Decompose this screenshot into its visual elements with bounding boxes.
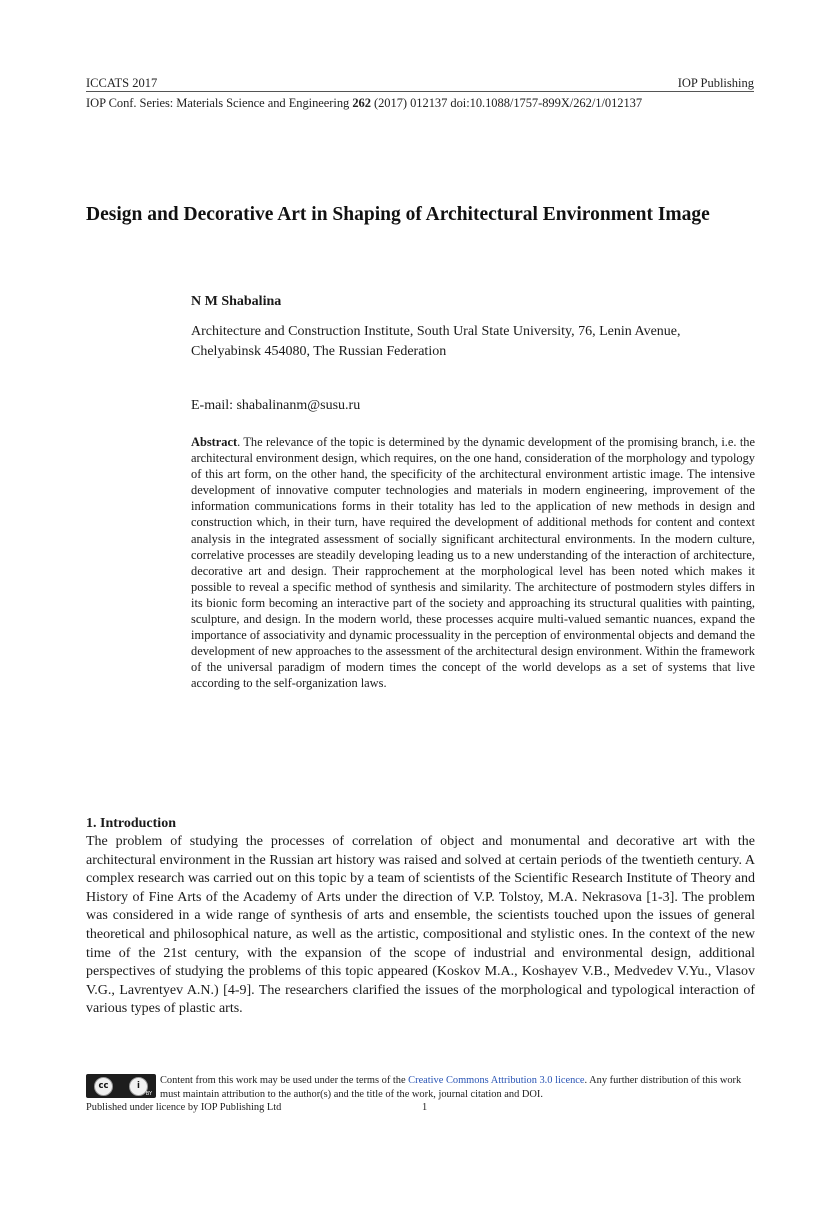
section-heading-introduction: 1. Introduction <box>86 816 176 831</box>
series-suffix: (2017) 012137 doi:10.1088/1757-899X/262/1/012137 <box>370 96 643 110</box>
header-rule <box>86 91 754 92</box>
running-header <box>86 76 754 91</box>
attribution-icon: i <box>129 1077 148 1096</box>
introduction-paragraph: The problem of studying the processes of correlation of object and monumental and decorative art with the architectural environment in the Russian art history was raised and solved at certain periods of the twentieth century. A complex research was carried out on this topic by a team of scientists of the Scientific Research Institute of Theory and History of Fine Arts of the Academy of Arts under the direction of V.P. Tolstoy, M.A. Nekrasova [1-3]. The problem was considered in a wide range of synthesis of arts and ensemble, the scientists touched upon the issues of general theoretical and philosophical nature, as well as the artistic, compositional and stylistic ones. In the context of the new time of the 21st century, with the expansion of the scope of industrial and environmental design, additional perspectives of studying the problems of this topic appeared (Koskov M.A., Koshayev V.B., Medvedev V.Yu., Vlasov V.G., Lavrentyev A.N.) [4-9]. The researchers clarified the issues of the morphological and typological interaction of various types of plastic arts. <box>86 834 755 1017</box>
abstract-label: Abstract <box>191 435 238 449</box>
cc-icon: cc <box>94 1077 113 1096</box>
paper-title: Design and Decorative Art in Shaping of Architectural Environment Image <box>86 204 710 225</box>
published-under-line: Published under licence by IOP Publishing Ltd <box>86 1102 282 1113</box>
publisher-name: IOP Publishing <box>677 76 754 90</box>
series-citation <box>86 96 754 111</box>
conference-name: ICCATS 2017 <box>86 76 158 90</box>
author-name: N M Shabalina <box>191 294 282 309</box>
author-affiliation: Architecture and Construction Institute, South Ural State University, 76, Lenin Avenue, Chelyabinsk 454080, The Russian Federation <box>191 324 681 359</box>
author-email: E-mail: shabalinanm@susu.ru <box>191 398 361 413</box>
license-suffix: . Any further distribution of this work must maintain attribution to the author(s) and the title of the work, journal citation and DOI. <box>160 1075 742 1100</box>
series-prefix: IOP Conf. Series: Materials Science and Engineering <box>86 96 353 110</box>
license-statement <box>160 1074 756 1102</box>
series-volume: 262 <box>352 96 371 110</box>
license-link[interactable]: Creative Commons Attribution 3.0 licence <box>408 1075 585 1086</box>
abstract <box>191 434 755 692</box>
by-tag: BY <box>145 1091 152 1097</box>
license-prefix: Content from this work may be used under the terms of the <box>160 1075 409 1086</box>
cc-by-license-badge <box>86 1074 156 1098</box>
page-number: 1 <box>422 1102 428 1113</box>
abstract-text: . The relevance of the topic is determined by the dynamic development of the promising branch, i.e. the architectural environment design, which requires, on the one hand, consideration of the morphology and typology of this art form, on the other hand, the specificity of the architectural environment artistic image. The intensive development of innovative computer technologies and materials in modern engineering, improvement of the information communications forms in their totality has led to the application of new methods in design and construction which, in their turn, have required the development of additional methods for content and context analysis in the integrated assessment of socially significant architectural environments. In the modern culture, correlative processes are steadily developing leading us to a new understanding of the interaction of architecture, decorative art and design. Their rapprochement at the morphological level has been noted which makes it possible to reveal a specific method of synthesis and similarity. The architecture of postmodern styles differs in its bionic form becoming an interactive part of the society and approaching its structural qualities with painting, sculpture, and design. In the modern world, these processes acquire multi-valued semantic nuances, expand the importance of associativity and dynamic processuality in the perception of environmental objects and demand the development of new approaches to the assessment of the architectural design environment. Within the framework of the universal paradigm of modern times the concept of the world develops as a set of systems that live according to the self-organization laws. <box>191 435 755 691</box>
